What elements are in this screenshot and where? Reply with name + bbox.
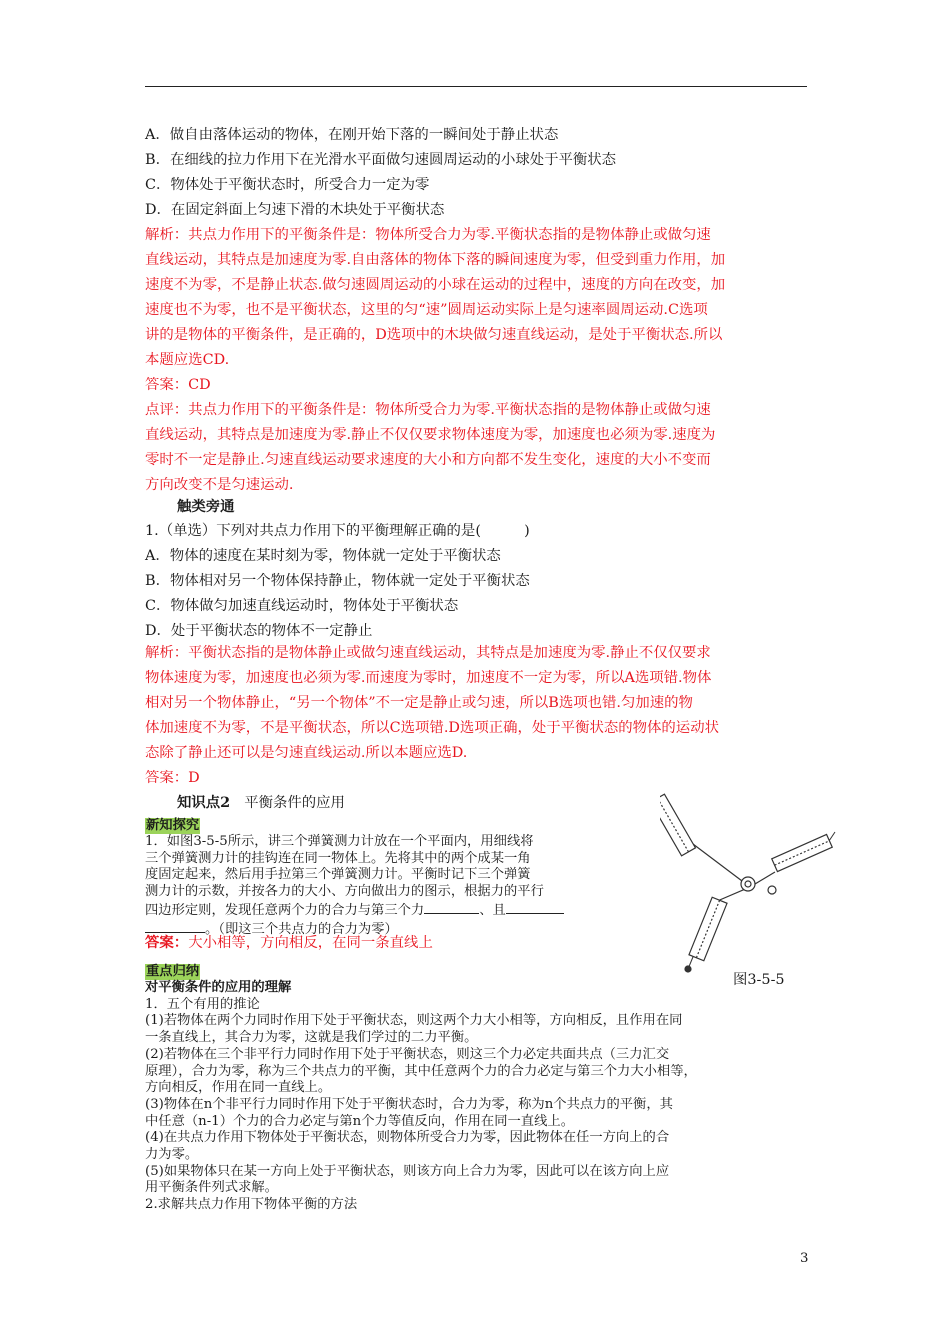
question-stem: 1.（单选）下列对共点力作用下的平衡理解正确的是( ): [145, 523, 530, 539]
header-rule: [145, 86, 807, 87]
analysis-line: 直线运动，其特点是加速度为零.自由落体的物体下落的瞬间速度为零，但受到重力作用，加: [145, 252, 726, 268]
touch-section: [145, 494, 810, 644]
page-number: 3: [800, 1251, 809, 1266]
analysis-line: 态除了静止还可以是匀速直线运动.所以本题应选D.: [145, 745, 468, 761]
section-heading: 触类旁通: [177, 498, 235, 515]
analysis-line: 体加速度不为零，不是平衡状态，所以C选项错.D选项正确，处于平衡状态的物体的运动状: [145, 720, 719, 736]
analysis-line: 解析：平衡状态指的是物体静止或做匀速直线运动，其特点是加速度为零.静止不仅仅要求: [145, 645, 711, 661]
option-c: C．物体做匀加速直线运动时，物体处于平衡状态: [145, 598, 459, 614]
summary-section: [145, 960, 810, 1214]
analysis-line: 讲的是物体的平衡条件，是正确的，D选项中的木块做匀速直线运动，是处于平衡状态.所以: [145, 327, 723, 343]
summary-line: 2.求解共点力作用下物体平衡的方法: [145, 1197, 358, 1213]
spring-balance-2: [750, 832, 835, 887]
explore-line-blanks: 。（即这三个共点力的合力为零）: [145, 920, 655, 939]
summary-line: (1)若物体在两个力同时作用下处于平衡状态，则这两个力大小相等，方向相反，且作用在同: [145, 1013, 683, 1029]
comment-line: 方向改变不是匀速运动.: [145, 477, 294, 493]
analysis-line: 速度不为零，不是静止状态.做匀速圆周运动的小球在运动的过程中，速度的方向在改变，加: [145, 277, 726, 293]
analysis-2: [145, 641, 810, 791]
spring-balance-figure: [660, 792, 842, 974]
summary-line: 中任意（n-1）个力的合力必定与第n个力等值反向，作用在同一直线上。: [145, 1113, 574, 1129]
analysis-line: 本题应选CD.: [145, 352, 230, 368]
comment-line: 直线运动，其特点是加速度为零.静止不仅仅要求物体速度为零，加速度也必须为零.速度为: [145, 427, 716, 443]
spring-balance-1: [660, 794, 750, 887]
comment-line: 点评：共点力作用下的平衡条件是：物体所受合力为零.平衡状态指的是物体静止或做匀速: [145, 402, 711, 418]
analysis-line: 物体速度为零，加速度也必须为零.而速度为零时，加速度不一定为零，所以A选项错.物体: [145, 670, 712, 686]
explore-line-blanks: 四边形定则，发现任意两个力的合力与第三个力 、且: [145, 901, 655, 920]
analysis-line: 相对另一个物体静止，“另一个物体”不一定是静止或匀速，所以B选项也错.匀加速的物: [145, 695, 693, 711]
comment-line: 零时不一定是静止.匀速直线运动要求速度的大小和方向都不发生变化，速度的大小不变而: [145, 452, 711, 468]
knot-ring: [741, 877, 755, 891]
explore-line: 测力计的示数，并按各力的大小、方向做出力的图示，根据力的平行: [145, 884, 544, 900]
summary-line: 方向相反，作用在同一直线上。: [145, 1080, 332, 1096]
question-options: [145, 123, 810, 223]
option-c: C．物体处于平衡状态时，所受合力一定为零: [145, 177, 430, 193]
answer-1: 答案：CD: [145, 377, 211, 393]
knowledge-title: 平衡条件的应用: [244, 795, 345, 811]
analysis-line: 解析：共点力作用下的平衡条件是：物体所受合力为零.平衡状态指的是物体静止或做匀速: [145, 227, 711, 243]
explore-line: 三个弹簧测力计的挂钩连在同一物体上。先将其中的两个成某一角: [145, 850, 531, 866]
explore-section: [145, 814, 655, 938]
figure-caption: 图3-5-5: [733, 972, 785, 988]
summary-line: 用平衡条件列式求解。: [145, 1180, 278, 1196]
summary-line: (5)如果物体只在某一方向上处于平衡状态，则该方向上合力为零，因此可以在该方向上应: [145, 1163, 670, 1179]
summary-line: 一条直线上，其合力为零，这就是我们学过的二力平衡。: [145, 1030, 478, 1046]
explore-line: 1．如图3-5-5所示，讲三个弹簧测力计放在一个平面内，用细线将: [145, 834, 534, 849]
answer-2: 答案：D: [145, 770, 200, 786]
summary-line: (2)若物体在三个非平行力同时作用下处于平衡状态，则这三个力必定共面共点（三力汇交: [145, 1046, 670, 1062]
summary-title: 对平衡条件的应用的理解: [145, 980, 292, 995]
option-a: A．物体的速度在某时刻为零，物体就一定处于平衡状态: [145, 548, 501, 564]
answer-blank: [424, 901, 479, 914]
summary-line: 力为零。: [145, 1147, 199, 1163]
spring-balance-3: [688, 887, 750, 969]
option-d: D．处于平衡状态的物体不一定静止: [145, 623, 373, 639]
option-b: B．物体相对另一个物体保持静止，物体就一定处于平衡状态: [145, 573, 530, 589]
xinzhi-badge: 新知探究: [146, 818, 200, 833]
answer-blank: [506, 901, 564, 914]
answer-label: 答案：: [145, 934, 189, 951]
summary-line: 1．五个有用的推论: [145, 996, 260, 1012]
summary-line: (3)物体在n个非平行力同时作用下处于平衡状态时，合力为零，称为n个共点力的平衡，其: [145, 1096, 673, 1112]
analysis-1: [145, 223, 810, 498]
knowledge-label: 知识点2: [177, 794, 231, 811]
option-a: A．做自由落体运动的物体，在刚开始下落的一瞬间处于静止状态: [145, 127, 559, 143]
option-d: D．在固定斜面上匀速下滑的木块处于平衡状态: [145, 202, 445, 218]
answer-text: 大小相等，方向相反，在同一条直线上: [188, 935, 433, 951]
analysis-line: 速度也不为零，也不是平衡状态，这里的匀“速”圆周运动实际上是匀速率圆周运动.C选项: [145, 302, 708, 318]
summary-line: (4)在共点力作用下物体处于平衡状态，则物体所受合力为零，因此物体在任一方向上的合: [145, 1130, 670, 1146]
explore-line: 度固定起来，然后用手拉第三个弹簧测力计。平衡时记下三个弹簧: [145, 867, 531, 883]
zhongdian-badge: 重点归纳: [146, 964, 200, 979]
summary-line: 原理），合力为零，称为三个共点力的平衡，其中任意两个力的合力必定与第三个力大小相等，: [145, 1063, 697, 1079]
option-b: B．在细线的拉力作用下在光滑水平面做匀速圆周运动的小球处于平衡状态: [145, 152, 617, 168]
